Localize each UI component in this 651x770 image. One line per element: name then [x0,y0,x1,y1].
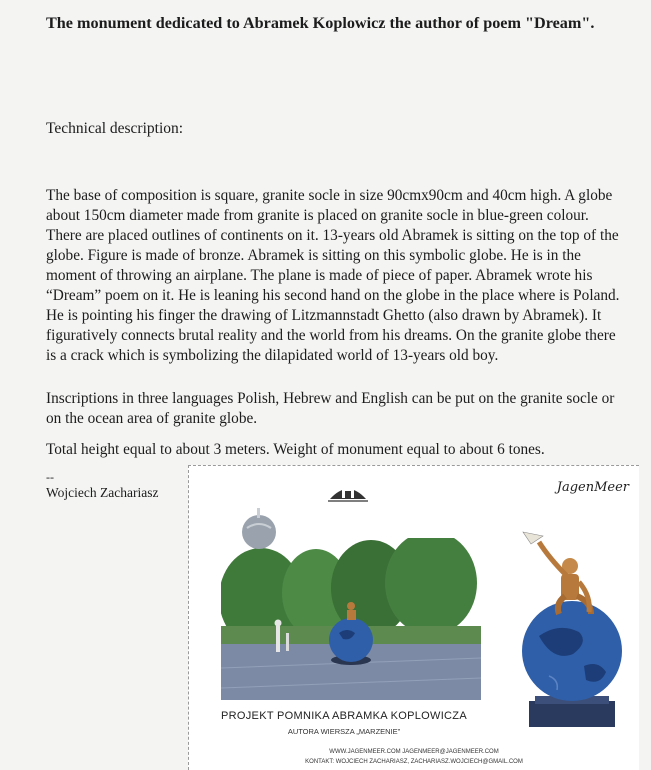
monument-visualization [221,538,481,700]
signature-dash: -- [46,470,54,484]
poster-project-subtitle: AUTORA WIERSZA „MARZENIE” [287,727,401,736]
studio-logo [326,481,370,503]
jagenmeer-logo: JagenMeer [556,480,629,495]
poster-contact-line: KONTAKT: WOJCIECH ZACHARIASZ, ZACHARIASZ.WOJCIECH@GMAIL.COM [305,759,523,765]
monument-figure-render [509,526,639,736]
poster-project-title: PROJEKT POMNIKA ABRAMKA KOPLOWICZA [221,710,467,722]
globe-inset-icon [239,506,279,550]
paragraph-dimensions: Total height equal to about 3 meters. Weight of monument equal to about 6 tones. [46,441,545,458]
monument-poster [188,465,639,770]
document-title: The monument dedicated to Abramek Koplowicz the author of poem "Dream". [46,14,595,32]
section-heading: Technical description: [46,120,184,137]
poster-web-line: WWW.JAGENMEER.COM JAGENMEER@JAGENMEER.COM [329,749,499,755]
paragraph-inscriptions: Inscriptions in three languages Polish, Hebrew and English can be put on the granite socle or on the ocean area of granite globe. [46,390,615,427]
paragraph-description: The base of composition is square, granite socle in size 90cmx90cm and 40cm high. A globe about 150cm diameter made from granite is placed on granite socle in blue-green colour. There are placed outlines of continents on it. 13-years old Abramek is sitting on the top of the globe. Figure is made of bronze. Abramek is sitting on this symbolic globe. He is in the moment of throwing an airplane. The plane is made of piece of paper. Abramek wrote his “Dream” poem on it. He is leaning his second hand on the globe in the place where is Poland. He is pointing his finger the drawing of Litzmannstadt Ghetto (also drawn by Abramek). It figuratively connects brutal reality and the world from his dreams. On the granite globe there is a crack which is symbolizing the dilapidated world of 13-years old boy. [46,187,620,364]
signature-name: Wojciech Zachariasz [46,485,159,500]
